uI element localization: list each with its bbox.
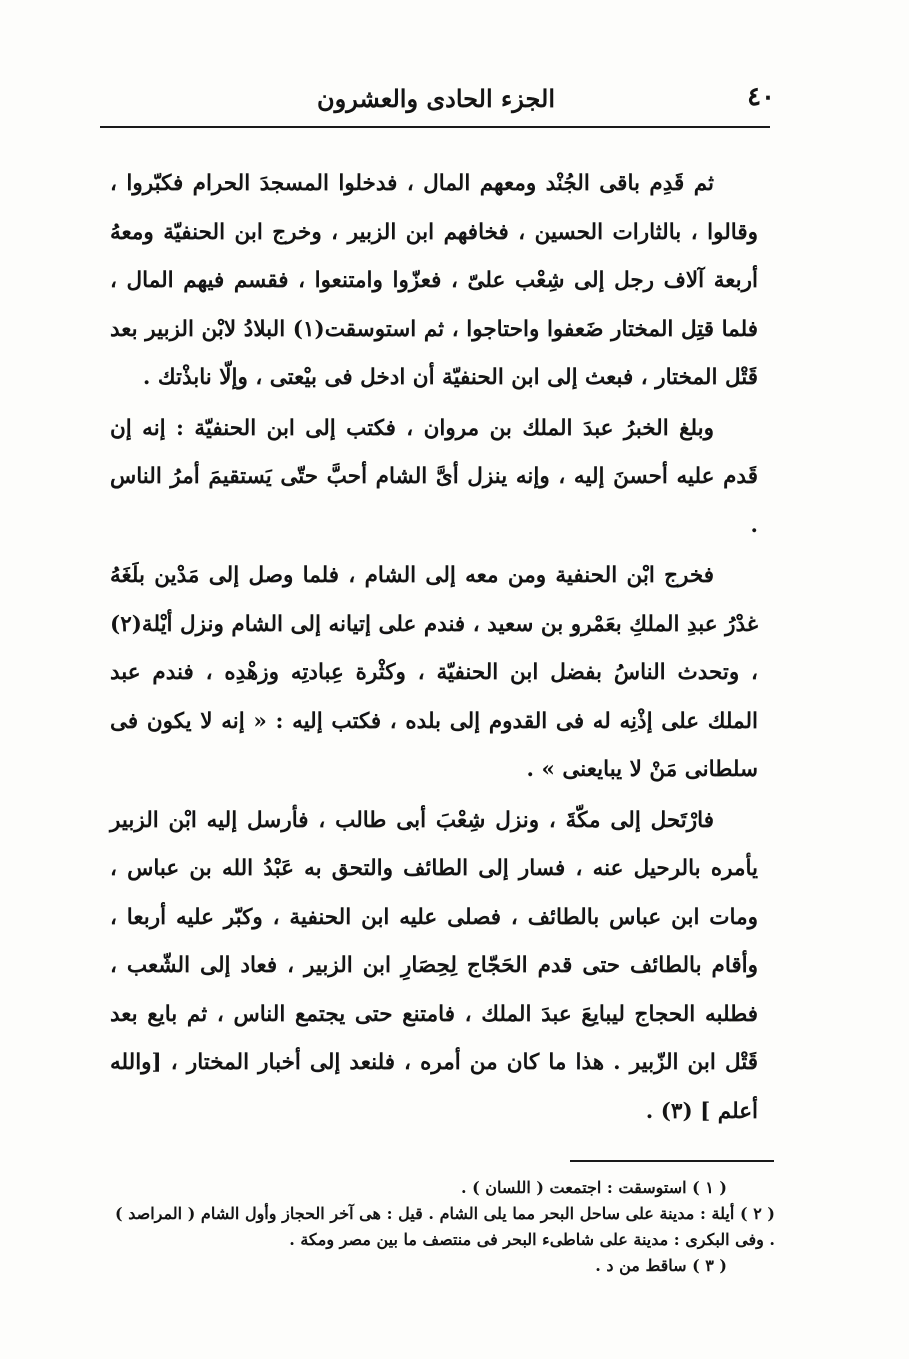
header-rule bbox=[100, 126, 770, 128]
body-text bbox=[110, 160, 758, 1136]
paragraph: فارْتَحل إلى مكّةَ ، ونزل شِعْبَ أبى طالب ، فأرسل إليه ابْن الزبير يأمره بالرحيل عنه ، فسار إلى الطائف والتحق به عَبْدُ الله بن عباس ، ومات ابن عباس بالطائف ، فصلى عليه ابن الحنفية ، وكبّر عليه أربعا ، وأقام بالطائف حتى قدم الحَجّاج لِحِصَارِ ابن الزبير ، فعاد إلى الشّعب ، فطلبه الحجاج ليبايعَ عبدَ الملك ، فامتنع حتى يجتمع الناس ، ثم بايع بعد قَتْل ابن الزّبير . هذا ما كان من أمره ، فلنعد إلى أخبار المختار ، [والله أعلم ] (٣) . bbox=[110, 807, 758, 1124]
footnotes bbox=[115, 1175, 775, 1279]
footnote: ( ٢ ) أيلة : مدينة على ساحل البحر مما يلى الشام . قيل : هى آخر الحجاز وأول الشام ( المراصد ) . وفى البكرى : مدينة على شاطىء البحر فى منتصف ما بين مصر ومكة . bbox=[115, 1204, 776, 1249]
footnote-rule bbox=[570, 1160, 774, 1162]
running-title: الجزء الحادى والعشرون bbox=[317, 84, 555, 113]
paragraph: ثم قَدِم باقى الجُنْد ومعهم المال ، فدخلوا المسجدَ الحرام فكبّروا ، وقالوا ، بالثارات الحسين ، فخافهم ابن الزبير ، وخرج ابن الحنفيّة ومعهُ أربعة آلاف رجل إلى شِعْب علىّ ، فعزّوا وامتنعوا ، فقسم فيهم المال ، فلما قتِل المختار ضَعفوا واحتاجوا ، ثم استوسقت(١) البلادُ لابْن الزبير بعد قَتْل المختار ، فبعث إلى ابن الحنفيّة أن ادخل فى بيْعتى ، وإلّا نابذْتك . bbox=[110, 171, 758, 390]
paragraph: وبلغ الخبرُ عبدَ الملك بن مروان ، فكتب إلى ابن الحنفيّة : إنه إن قَدم عليه أحسنَ إليه ، وإنه ينزل أىَّ الشام أحبَّ حتّى يَستقيمَ أمرُ الناس . bbox=[110, 415, 758, 538]
page-number: ٤٠ bbox=[747, 82, 775, 112]
page-header bbox=[100, 80, 775, 124]
footnote: ( ١ ) استوسقت : اجتمعت ( اللسان ) . bbox=[461, 1178, 727, 1197]
paragraph: فخرج ابْن الحنفية ومن معه إلى الشام ، فلما وصل إلى مَدْين بلَغَهُ غدْرُ عبدِ الملكِ بعَمْرو بن سعيد ، فندم على إتيانه إلى الشام ونزل أيْلة(٢) ، وتحدث الناسُ بفضل ابن الحنفيّة ، وكثْرة عِبادتِه وزهْدِه ، فندم عبد الملك على إذْنِه له فى القدوم إلى بلده ، فكتب إليه : « إنه لا يكون فى سلطانى مَنْ لا يبايعنى » . bbox=[110, 563, 758, 782]
footnote: ( ٣ ) ساقط من د . bbox=[595, 1256, 727, 1275]
